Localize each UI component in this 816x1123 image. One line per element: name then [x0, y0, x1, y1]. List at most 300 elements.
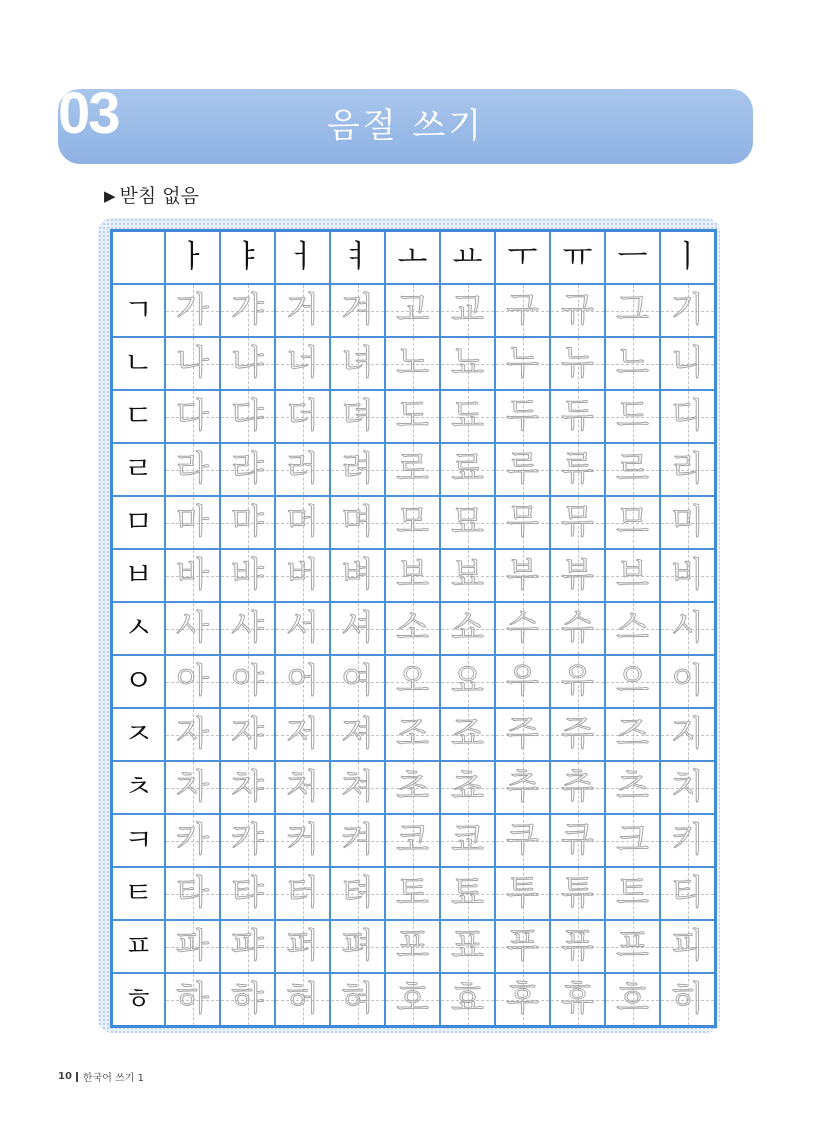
- tracing-cell[interactable]: [440, 337, 495, 390]
- trace-syllable: 여: [341, 661, 374, 701]
- tracing-cell[interactable]: [165, 655, 220, 708]
- tracing-cell[interactable]: [385, 920, 440, 973]
- trace-syllable: 부: [506, 555, 539, 595]
- consonant-header-cell: [112, 496, 166, 549]
- trace-syllable: 느: [616, 343, 649, 383]
- trace-syllable: 츠: [616, 767, 649, 807]
- tracing-cell[interactable]: [275, 602, 330, 655]
- consonant-row: [112, 496, 716, 549]
- tracing-cell[interactable]: [165, 920, 220, 973]
- trace-syllable: 야: [231, 661, 264, 701]
- tracing-cell[interactable]: [550, 814, 605, 867]
- consonant-label: ㄴ: [124, 346, 153, 381]
- tracing-cell[interactable]: [550, 337, 605, 390]
- trace-syllable: 탸: [231, 873, 264, 913]
- trace-syllable: 텨: [341, 873, 374, 913]
- tracing-cell[interactable]: [165, 390, 220, 443]
- trace-syllable: 더: [286, 396, 319, 436]
- trace-syllable: 시: [671, 608, 704, 648]
- tracing-cell[interactable]: [165, 443, 220, 496]
- trace-syllable: 토: [396, 873, 429, 913]
- tracing-cell[interactable]: [385, 973, 440, 1027]
- tracing-cell[interactable]: [495, 920, 550, 973]
- tracing-cell[interactable]: [220, 443, 275, 496]
- trace-syllable: 표: [451, 926, 484, 966]
- consonant-label: ㅎ: [124, 982, 153, 1017]
- tracing-cell[interactable]: [385, 814, 440, 867]
- trace-syllable: 교: [451, 290, 484, 330]
- tracing-cell[interactable]: [330, 496, 385, 549]
- tracing-cell[interactable]: [605, 655, 660, 708]
- trace-syllable: 다: [176, 396, 209, 436]
- tracing-cell[interactable]: [660, 920, 716, 973]
- tracing-cell[interactable]: [660, 602, 716, 655]
- tracing-cell[interactable]: [495, 496, 550, 549]
- consonant-header-cell: [112, 443, 166, 496]
- consonant-header-cell: [112, 655, 166, 708]
- consonant-header-cell: [112, 390, 166, 443]
- tracing-cell[interactable]: [330, 761, 385, 814]
- tracing-cell[interactable]: [605, 390, 660, 443]
- vowel-header-cell: [330, 231, 385, 285]
- tracing-cell[interactable]: [330, 602, 385, 655]
- tracing-cell[interactable]: [330, 867, 385, 920]
- trace-syllable: 쿠: [506, 820, 539, 860]
- tracing-cell[interactable]: [275, 655, 330, 708]
- trace-syllable: 투: [506, 873, 539, 913]
- vowel-header-cell: [385, 231, 440, 285]
- tracing-cell[interactable]: [330, 284, 385, 337]
- tracing-cell[interactable]: [330, 549, 385, 602]
- consonant-header-cell: [112, 973, 166, 1027]
- tracing-cell[interactable]: [275, 867, 330, 920]
- trace-syllable: 거: [286, 290, 319, 330]
- tracing-cell[interactable]: [385, 284, 440, 337]
- tracing-cell[interactable]: [440, 708, 495, 761]
- trace-syllable: 히: [671, 979, 704, 1019]
- tracing-cell[interactable]: [220, 814, 275, 867]
- trace-syllable: 마: [176, 502, 209, 542]
- trace-syllable: 파: [176, 926, 209, 966]
- page-title: 음절 쓰기: [326, 106, 485, 146]
- trace-syllable: 포: [396, 926, 429, 966]
- tracing-cell[interactable]: [275, 708, 330, 761]
- consonant-label: ㅍ: [124, 929, 153, 964]
- trace-syllable: 후: [506, 979, 539, 1019]
- trace-syllable: 하: [176, 979, 209, 1019]
- tracing-cell[interactable]: [495, 973, 550, 1027]
- vowel-label: ㅛ: [452, 239, 483, 275]
- trace-syllable: 커: [286, 820, 319, 860]
- trace-syllable: 죠: [451, 714, 484, 754]
- tracing-cell[interactable]: [440, 867, 495, 920]
- tracing-cell[interactable]: [385, 602, 440, 655]
- consonant-row: [112, 973, 716, 1027]
- syllable-practice-grid: [110, 229, 717, 1028]
- tracing-cell[interactable]: [220, 920, 275, 973]
- vowel-header-cell: [165, 231, 220, 285]
- tracing-cell[interactable]: [550, 867, 605, 920]
- trace-syllable: 가: [176, 290, 209, 330]
- vowel-header-cell: [550, 231, 605, 285]
- tracing-cell[interactable]: [660, 814, 716, 867]
- tracing-cell[interactable]: [495, 549, 550, 602]
- tracing-cell[interactable]: [440, 496, 495, 549]
- trace-syllable: 므: [616, 502, 649, 542]
- trace-syllable: 규: [561, 290, 594, 330]
- tracing-cell[interactable]: [330, 655, 385, 708]
- trace-syllable: 묘: [451, 502, 484, 542]
- book-title: 한국어 쓰기 1: [82, 1073, 144, 1084]
- vowel-header-cell: [660, 231, 716, 285]
- vowel-header-row: [112, 231, 716, 285]
- trace-syllable: 녀: [341, 343, 374, 383]
- tracing-cell[interactable]: [605, 284, 660, 337]
- consonant-header-cell: [112, 284, 166, 337]
- trace-syllable: 쿄: [451, 820, 484, 860]
- trace-syllable: 로: [396, 449, 429, 489]
- tracing-cell[interactable]: [275, 284, 330, 337]
- trace-syllable: 그: [616, 290, 649, 330]
- tracing-cell[interactable]: [440, 973, 495, 1027]
- trace-syllable: 주: [506, 714, 539, 754]
- tracing-cell[interactable]: [275, 443, 330, 496]
- tracing-cell[interactable]: [495, 443, 550, 496]
- tracing-cell[interactable]: [550, 602, 605, 655]
- trace-syllable: 어: [286, 661, 319, 701]
- consonant-row: [112, 602, 716, 655]
- trace-syllable: 미: [671, 502, 704, 542]
- vowel-label: ㅜ: [507, 239, 538, 275]
- trace-syllable: 뮤: [561, 502, 594, 542]
- trace-syllable: 허: [286, 979, 319, 1019]
- trace-syllable: 브: [616, 555, 649, 595]
- trace-syllable: 소: [396, 608, 429, 648]
- tracing-cell[interactable]: [220, 761, 275, 814]
- consonant-label: ㅈ: [124, 717, 153, 752]
- tracing-cell[interactable]: [495, 655, 550, 708]
- tracing-cell[interactable]: [550, 390, 605, 443]
- trace-syllable: 냐: [231, 343, 264, 383]
- trace-syllable: 프: [616, 926, 649, 966]
- tracing-cell[interactable]: [330, 920, 385, 973]
- tracing-cell[interactable]: [220, 549, 275, 602]
- tracing-cell[interactable]: [605, 761, 660, 814]
- tracing-cell[interactable]: [440, 814, 495, 867]
- tracing-cell[interactable]: [220, 602, 275, 655]
- tracing-cell[interactable]: [275, 761, 330, 814]
- tracing-cell[interactable]: [165, 337, 220, 390]
- trace-syllable: 키: [671, 820, 704, 860]
- consonant-label: ㅊ: [124, 770, 153, 805]
- trace-syllable: 유: [561, 661, 594, 701]
- tracing-cell[interactable]: [385, 443, 440, 496]
- trace-syllable: 스: [616, 608, 649, 648]
- tracing-cell[interactable]: [440, 655, 495, 708]
- tracing-cell[interactable]: [275, 920, 330, 973]
- trace-syllable: 쇼: [451, 608, 484, 648]
- tracing-cell[interactable]: [550, 920, 605, 973]
- trace-syllable: 타: [176, 873, 209, 913]
- trace-syllable: 티: [671, 873, 704, 913]
- trace-syllable: 우: [506, 661, 539, 701]
- trace-syllable: 터: [286, 873, 319, 913]
- consonant-header-cell: [112, 602, 166, 655]
- vowel-label: ㅕ: [342, 239, 373, 275]
- trace-syllable: 려: [341, 449, 374, 489]
- trace-syllable: 사: [176, 608, 209, 648]
- trace-syllable: 나: [176, 343, 209, 383]
- tracing-cell[interactable]: [385, 549, 440, 602]
- tracing-cell[interactable]: [660, 708, 716, 761]
- consonant-row: [112, 284, 716, 337]
- tracing-cell[interactable]: [605, 973, 660, 1027]
- tracing-cell[interactable]: [275, 390, 330, 443]
- trace-syllable: 무: [506, 502, 539, 542]
- tracing-cell[interactable]: [440, 920, 495, 973]
- tracing-cell[interactable]: [495, 284, 550, 337]
- tracing-cell[interactable]: [440, 443, 495, 496]
- trace-syllable: 샤: [231, 608, 264, 648]
- tracing-cell[interactable]: [550, 549, 605, 602]
- trace-syllable: 요: [451, 661, 484, 701]
- tracing-cell[interactable]: [495, 602, 550, 655]
- tracing-cell[interactable]: [385, 761, 440, 814]
- tracing-cell[interactable]: [165, 867, 220, 920]
- trace-syllable: 슈: [561, 608, 594, 648]
- trace-syllable: 며: [341, 502, 374, 542]
- trace-syllable: 보: [396, 555, 429, 595]
- tracing-cell[interactable]: [605, 549, 660, 602]
- trace-syllable: 니: [671, 343, 704, 383]
- consonant-label: ㅂ: [124, 558, 153, 593]
- tracing-cell[interactable]: [385, 867, 440, 920]
- tracing-cell[interactable]: [165, 602, 220, 655]
- tracing-cell[interactable]: [165, 284, 220, 337]
- tracing-cell[interactable]: [220, 496, 275, 549]
- trace-syllable: 듀: [561, 396, 594, 436]
- tracing-cell[interactable]: [605, 867, 660, 920]
- tracing-cell[interactable]: [440, 549, 495, 602]
- tracing-cell[interactable]: [550, 708, 605, 761]
- trace-syllable: 오: [396, 661, 429, 701]
- tracing-cell[interactable]: [495, 867, 550, 920]
- trace-syllable: 혀: [341, 979, 374, 1019]
- trace-syllable: 뉴: [561, 343, 594, 383]
- tracing-cell[interactable]: [385, 496, 440, 549]
- tracing-cell[interactable]: [275, 496, 330, 549]
- tracing-cell[interactable]: [220, 973, 275, 1027]
- tracing-cell[interactable]: [605, 708, 660, 761]
- consonant-row: [112, 390, 716, 443]
- chapter-number: 03: [58, 81, 119, 146]
- tracing-cell[interactable]: [550, 443, 605, 496]
- tracing-cell[interactable]: [165, 549, 220, 602]
- tracing-cell[interactable]: [165, 708, 220, 761]
- tracing-cell[interactable]: [275, 973, 330, 1027]
- trace-syllable: 추: [506, 767, 539, 807]
- trace-syllable: 큐: [561, 820, 594, 860]
- tracing-cell[interactable]: [660, 867, 716, 920]
- trace-syllable: 챠: [231, 767, 264, 807]
- trace-syllable: 아: [176, 661, 209, 701]
- consonant-row: [112, 920, 716, 973]
- tracing-cell[interactable]: [330, 814, 385, 867]
- tracing-cell[interactable]: [330, 337, 385, 390]
- tracing-cell[interactable]: [165, 761, 220, 814]
- tracing-cell[interactable]: [385, 655, 440, 708]
- trace-syllable: 피: [671, 926, 704, 966]
- tracing-cell[interactable]: [165, 973, 220, 1027]
- tracing-cell[interactable]: [495, 390, 550, 443]
- consonant-row: [112, 549, 716, 602]
- trace-syllable: 퓨: [561, 926, 594, 966]
- trace-syllable: 쥬: [561, 714, 594, 754]
- vowel-label: ㅡ: [617, 239, 648, 275]
- trace-syllable: 류: [561, 449, 594, 489]
- tracing-cell[interactable]: [495, 708, 550, 761]
- tracing-cell[interactable]: [440, 602, 495, 655]
- consonant-header-cell: [112, 761, 166, 814]
- trace-syllable: 도: [396, 396, 429, 436]
- consonant-label: ㄹ: [124, 452, 153, 487]
- vowel-label: ㅏ: [177, 239, 208, 275]
- tracing-cell[interactable]: [165, 814, 220, 867]
- tracing-cell[interactable]: [275, 549, 330, 602]
- vowel-label: ㅗ: [397, 239, 428, 275]
- tracing-cell[interactable]: [660, 443, 716, 496]
- trace-syllable: 비: [671, 555, 704, 595]
- trace-syllable: 자: [176, 714, 209, 754]
- trace-syllable: 두: [506, 396, 539, 436]
- tracing-cell[interactable]: [220, 655, 275, 708]
- vowel-header-cell: [605, 231, 660, 285]
- section-label: 받침 없음: [119, 185, 200, 207]
- consonant-header-cell: [112, 337, 166, 390]
- trace-syllable: 모: [396, 502, 429, 542]
- consonant-label: ㅁ: [124, 505, 153, 540]
- section-heading: [104, 183, 199, 209]
- trace-syllable: 펴: [341, 926, 374, 966]
- tracing-cell[interactable]: [275, 814, 330, 867]
- tracing-cell[interactable]: [605, 602, 660, 655]
- trace-syllable: 루: [506, 449, 539, 489]
- consonant-row: [112, 814, 716, 867]
- trace-syllable: 먀: [231, 502, 264, 542]
- tracing-cell[interactable]: [550, 655, 605, 708]
- tracing-cell[interactable]: [220, 390, 275, 443]
- trace-syllable: 뵤: [451, 555, 484, 595]
- tracing-cell[interactable]: [440, 761, 495, 814]
- trace-syllable: 카: [176, 820, 209, 860]
- tracing-cell[interactable]: [495, 337, 550, 390]
- consonant-header-cell: [112, 920, 166, 973]
- tracing-cell[interactable]: [660, 284, 716, 337]
- tracing-cell[interactable]: [330, 973, 385, 1027]
- trace-syllable: 뷰: [561, 555, 594, 595]
- tracing-cell[interactable]: [550, 496, 605, 549]
- tracing-cell[interactable]: [275, 337, 330, 390]
- tracing-cell[interactable]: [660, 549, 716, 602]
- trace-syllable: 서: [286, 608, 319, 648]
- tracing-cell[interactable]: [495, 761, 550, 814]
- trace-syllable: 구: [506, 290, 539, 330]
- tracing-cell[interactable]: [550, 973, 605, 1027]
- consonant-row: [112, 708, 716, 761]
- trace-syllable: 뎌: [341, 396, 374, 436]
- consonant-label: ㅌ: [124, 876, 153, 911]
- trace-syllable: 라: [176, 449, 209, 489]
- trace-syllable: 즈: [616, 714, 649, 754]
- tracing-cell[interactable]: [495, 814, 550, 867]
- tracing-cell[interactable]: [660, 496, 716, 549]
- tracing-cell[interactable]: [220, 867, 275, 920]
- trace-syllable: 료: [451, 449, 484, 489]
- tracing-cell[interactable]: [385, 390, 440, 443]
- trace-syllable: 랴: [231, 449, 264, 489]
- consonant-label: ㄱ: [124, 293, 153, 328]
- tracing-cell[interactable]: [605, 337, 660, 390]
- tracing-cell[interactable]: [330, 390, 385, 443]
- tracing-cell[interactable]: [660, 337, 716, 390]
- page-footer: [58, 1069, 144, 1084]
- consonant-row: [112, 761, 716, 814]
- tracing-cell[interactable]: [165, 496, 220, 549]
- tracing-cell[interactable]: [550, 284, 605, 337]
- tracing-cell[interactable]: [440, 390, 495, 443]
- trace-syllable: 으: [616, 661, 649, 701]
- trace-syllable: 뱌: [231, 555, 264, 595]
- consonant-label: ㅇ: [124, 664, 153, 699]
- tracing-cell[interactable]: [660, 390, 716, 443]
- tracing-cell[interactable]: [660, 655, 716, 708]
- tracing-cell[interactable]: [605, 920, 660, 973]
- trace-syllable: 켜: [341, 820, 374, 860]
- trace-syllable: 드: [616, 396, 649, 436]
- trace-syllable: 차: [176, 767, 209, 807]
- tracing-cell[interactable]: [330, 708, 385, 761]
- vowel-label: ㅣ: [672, 239, 703, 275]
- tracing-cell[interactable]: [220, 284, 275, 337]
- triangle-marker-icon: ▶: [104, 187, 116, 205]
- tracing-cell[interactable]: [660, 761, 716, 814]
- tracing-cell[interactable]: [440, 284, 495, 337]
- tracing-cell[interactable]: [605, 496, 660, 549]
- trace-syllable: 디: [671, 396, 704, 436]
- trace-syllable: 뇨: [451, 343, 484, 383]
- tracing-cell[interactable]: [220, 708, 275, 761]
- consonant-header-cell: [112, 814, 166, 867]
- trace-syllable: 이: [671, 661, 704, 701]
- consonant-header-cell: [112, 867, 166, 920]
- tracing-cell[interactable]: [385, 708, 440, 761]
- page-number: 10: [58, 1071, 72, 1082]
- trace-syllable: 갸: [231, 290, 264, 330]
- tracing-cell[interactable]: [385, 337, 440, 390]
- tracing-cell[interactable]: [330, 443, 385, 496]
- tracing-cell[interactable]: [220, 337, 275, 390]
- tracing-cell[interactable]: [605, 443, 660, 496]
- vowel-label: ㅓ: [287, 239, 318, 275]
- consonant-label: ㅅ: [124, 611, 153, 646]
- vowel-label: ㅑ: [232, 239, 263, 275]
- tracing-cell[interactable]: [550, 761, 605, 814]
- trace-syllable: 쵸: [451, 767, 484, 807]
- trace-syllable: 튜: [561, 873, 594, 913]
- tracing-cell[interactable]: [660, 973, 716, 1027]
- trace-syllable: 노: [396, 343, 429, 383]
- tracing-cell[interactable]: [605, 814, 660, 867]
